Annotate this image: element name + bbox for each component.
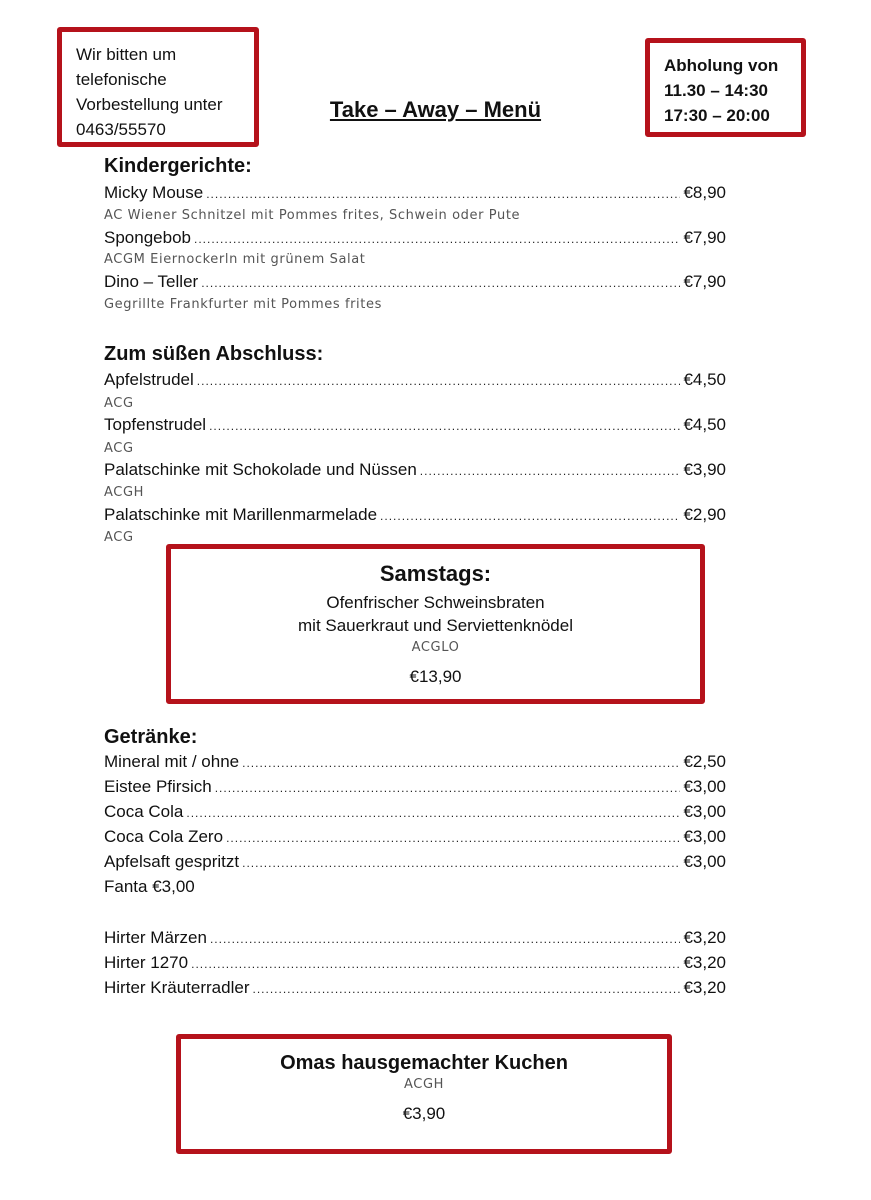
dot-leader bbox=[242, 756, 680, 770]
item-name: Apfelsaft gespritzt bbox=[104, 852, 240, 871]
item-name: Hirter 1270 bbox=[104, 953, 189, 972]
menu-item bbox=[104, 505, 726, 527]
item-name: Spongebob bbox=[104, 228, 191, 247]
item-price: €2,50 bbox=[683, 752, 726, 771]
item-allergens: ACG bbox=[104, 396, 134, 411]
cake-price: €3,90 bbox=[402, 1104, 446, 1123]
menu-item bbox=[104, 370, 726, 392]
item-name: Palatschinke mit Schokolade und Nüssen bbox=[104, 460, 417, 479]
saturday-title: Samstags: bbox=[379, 561, 492, 586]
item-name: Hirter Märzen bbox=[104, 928, 207, 947]
dot-leader bbox=[209, 419, 680, 433]
dot-leader bbox=[197, 374, 681, 388]
section-title-dessert: Zum süßen Abschluss: bbox=[104, 343, 324, 365]
dot-leader bbox=[191, 957, 680, 971]
menu-item bbox=[104, 953, 726, 975]
item-price: €4,50 bbox=[683, 415, 726, 434]
contact-line: Wir bitten um bbox=[76, 45, 177, 64]
menu-item bbox=[104, 827, 726, 849]
dot-leader bbox=[206, 187, 680, 201]
dot-leader bbox=[253, 982, 681, 996]
item-name: Eistee Pfirsich bbox=[104, 777, 212, 796]
item-description: ACGM Eiernockerln mit grünem Salat bbox=[104, 252, 366, 267]
item-price: €4,50 bbox=[683, 370, 726, 389]
saturday-description: Ofenfrischer Schweinsbraten bbox=[326, 593, 545, 612]
dot-leader bbox=[186, 806, 680, 820]
item-price: €8,90 bbox=[683, 183, 726, 202]
dot-leader bbox=[380, 509, 680, 523]
cake-allergens: ACGH bbox=[404, 1077, 444, 1092]
contact-phone: 0463/55570 bbox=[76, 120, 166, 139]
item-name: Mineral mit / ohne bbox=[104, 752, 240, 771]
dot-leader bbox=[420, 464, 681, 478]
pickup-time-lunch: 11.30 – 14:30 bbox=[664, 81, 768, 100]
item-price: €3,20 bbox=[683, 928, 726, 947]
contact-line: telefonische bbox=[76, 70, 167, 89]
item-name: Topfenstrudel bbox=[104, 415, 207, 434]
dot-leader bbox=[194, 232, 680, 246]
item-price: €3,90 bbox=[683, 460, 726, 479]
item-price: €7,90 bbox=[683, 272, 726, 291]
cake-title: Omas hausgemachter Kuchen bbox=[280, 1052, 568, 1074]
menu-item bbox=[104, 852, 726, 874]
dot-leader bbox=[215, 781, 681, 795]
item-price: €3,00 bbox=[683, 852, 726, 871]
dot-leader bbox=[226, 831, 680, 845]
item-description: AC Wiener Schnitzel mit Pommes frites, Schwein oder Pute bbox=[104, 208, 521, 223]
item-name: Micky Mouse bbox=[104, 183, 204, 202]
section-title-drinks: Getränke: bbox=[104, 726, 198, 748]
menu-title: Take – Away – Menü bbox=[329, 97, 542, 122]
item-description: Gegrillte Frankfurter mit Pommes frites bbox=[104, 297, 382, 312]
menu-item bbox=[104, 978, 726, 1000]
item-price: €3,00 bbox=[683, 802, 726, 821]
dot-leader bbox=[201, 276, 680, 290]
item-price: €2,90 bbox=[683, 505, 726, 524]
contact-box bbox=[57, 27, 259, 147]
cake-box bbox=[176, 1034, 672, 1154]
menu-item bbox=[104, 752, 726, 774]
item-price: €3,20 bbox=[683, 978, 726, 997]
saturday-allergens: ACGLO bbox=[411, 640, 460, 655]
item-name: Coca Cola Zero bbox=[104, 827, 224, 846]
item-price: €3,00 bbox=[683, 777, 726, 796]
item-name: Coca Cola bbox=[104, 802, 184, 821]
dot-leader bbox=[210, 932, 680, 946]
dot-leader bbox=[242, 856, 680, 870]
pickup-time-evening: 17:30 – 20:00 bbox=[664, 106, 770, 125]
saturday-special-box bbox=[166, 544, 705, 704]
item-name: Palatschinke mit Marillenmarmelade bbox=[104, 505, 378, 524]
contact-line: Vorbestellung unter bbox=[76, 95, 223, 114]
item-name: Apfelstrudel bbox=[104, 370, 194, 389]
item-price: €3,00 bbox=[683, 827, 726, 846]
menu-item bbox=[104, 228, 726, 250]
item-price: €3,20 bbox=[683, 953, 726, 972]
menu-item bbox=[104, 802, 726, 824]
menu-item bbox=[104, 928, 726, 950]
menu-item bbox=[104, 415, 726, 437]
saturday-description: mit Sauerkraut und Serviettenknödel bbox=[298, 616, 573, 635]
pickup-label: Abholung von bbox=[664, 56, 779, 75]
item-price: €7,90 bbox=[683, 228, 726, 247]
menu-item bbox=[104, 460, 726, 482]
menu-item bbox=[104, 777, 726, 799]
section-title-kids: Kindergerichte: bbox=[104, 155, 252, 177]
item-name: Hirter Kräuterradler bbox=[104, 978, 250, 997]
item-allergens: ACGH bbox=[104, 485, 144, 500]
item-allergens: ACG bbox=[104, 530, 134, 545]
saturday-price: €13,90 bbox=[409, 667, 462, 686]
item-allergens: ACG bbox=[104, 441, 134, 456]
menu-item-fanta: Fanta €3,00 bbox=[104, 877, 195, 896]
menu-item bbox=[104, 183, 726, 205]
menu-item bbox=[104, 272, 726, 294]
item-name: Dino – Teller bbox=[104, 272, 199, 291]
